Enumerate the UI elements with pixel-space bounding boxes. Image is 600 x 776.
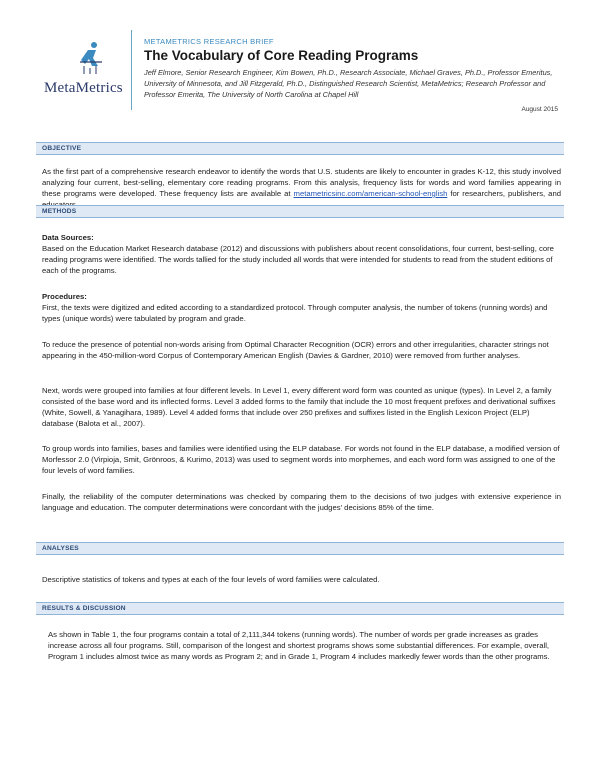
section-title: RESULTS & DISCUSSION xyxy=(42,604,126,612)
procedures-paragraph-2: To reduce the presence of potential non-words arising from Optimal Character Recognition (OCR) errors and other irregularities, character strings not appearing in the 450-million-word Corpus of Contemporary American English (Davies & Gardner, 2010) were removed from further analyses. xyxy=(42,340,549,360)
section-header-analyses xyxy=(36,542,564,555)
section-title: ANALYSES xyxy=(42,544,79,552)
data-sources-heading: Data Sources: xyxy=(42,233,94,242)
authors: Jeff Elmore, Senior Research Engineer, Kim Bowen, Ph.D., Research Associate, Michael Graves, Ph.D., Professor Emeritus, University of Minnesota, and Jill Fitzgerald, Ph.D., Distinguished Research Scientist, MetaMetrics; Research Professor and Professor Emerita, The University of North Carolina at Chapel Hill xyxy=(144,68,553,99)
objective-text-end: for researchers, publishers, and xyxy=(450,189,562,198)
data-sources-paragraph: Based on the Education Market Research database (2012) and discussions with publishers about recent consolidations, four current, best-selling, core reading programs were identified. The words tallied for the study included all words that were intended for students to read from the student editions of each of the programs. xyxy=(42,244,554,275)
section-title: OBJECTIVE xyxy=(42,144,82,152)
objective-paragraph xyxy=(42,166,561,210)
american-school-english-link[interactable]: metametricsinc.com/american-school-english xyxy=(293,189,448,198)
page-title: The Vocabulary of Core Reading Programs xyxy=(144,48,419,63)
section-title: METHODS xyxy=(42,207,77,215)
procedures-heading: Procedures: xyxy=(42,292,87,301)
section-header-results xyxy=(36,602,564,615)
section-header-methods xyxy=(36,205,564,218)
objective-text: As the first part of a comprehensive research endeavor to identify the words that U.S. students are likely to encounter in grades K-12, this study involved analyzing four current, best-selling, elementary core reading programs. From this analysis, frequency lists for words and word families appearing in these programs were developed. These frequency lists are available at xyxy=(42,167,561,198)
brief-label: METAMETRICS RESEARCH BRIEF xyxy=(144,37,274,46)
procedures-paragraph-4: To group words into families, bases and families were identified using the ELP database. For words not found in the ELP database, a modified version of Morfessor 2.0 (Virpioja, Smit, Grönroos, & Kurimo, 2013) was used to segment words into morphemes, and each word form was assigned to one of the four levels of word families. xyxy=(42,444,560,475)
analyses-paragraph: Descriptive statistics of tokens and types at each of the four levels of word families were calculated. xyxy=(42,575,380,584)
logo-wordmark: MetaMetrics xyxy=(44,80,123,96)
procedures-paragraph-3: Next, words were grouped into families at four different levels. In Level 1, every different word form was counted as unique (types). In Level 2, a family consisted of the base word and its inflected forms. Level 3 added forms to the family that include the 10 most frequent prefixes and derivational suffixes (White, Sowell, & Yanagihara, 1989). Level 4 added forms that include over 250 prefixes and suffixes listed in the English Lexicon Project (ELP) database (Balota et al., 2007). xyxy=(42,386,556,428)
results-paragraph: As shown in Table 1, the four programs contain a total of 2,111,344 tokens (running words). The number of words per grade increases as grades increase across all four programs. Still, comparison of the longest and shortest programs shows some substantial differences. For example, overall, Program 1 includes almost twice as many words as Program 2; and in Grade 1, Program 4 includes markedly fewer words than the other programs. xyxy=(48,630,550,661)
procedures-paragraph-1: First, the texts were digitized and edited according to a standardized protocol. Through computer analysis, the number of tokens (running words) and types (unique words) were tabulated by program and grade. xyxy=(42,303,548,323)
publication-date: August 2015 xyxy=(521,106,558,113)
section-header-objective xyxy=(36,142,564,155)
procedures-paragraph-5: Finally, the reliability of the computer determinations was checked by comparing them to the decisions of two judges with extensive experience in language and education. The computer determinations were concordant with the judges' decisions 85% of the time. xyxy=(42,492,561,512)
header-divider xyxy=(131,30,132,110)
